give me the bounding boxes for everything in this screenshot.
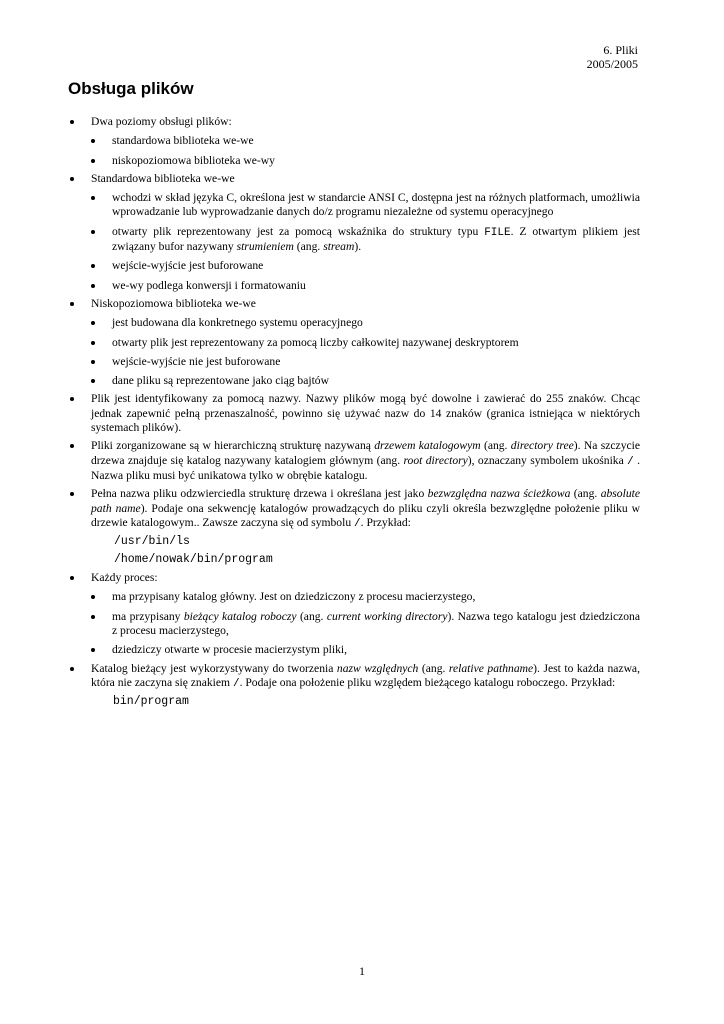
list-item-text: ma przypisany katalog główny. Jest on dziedziczony z procesu macierzystego,: [112, 590, 476, 604]
page-title: Obsługa plików: [68, 79, 194, 98]
bullet-icon: [91, 196, 95, 200]
header-chapter: 6. Pliki: [603, 43, 638, 57]
sub-list-item: [68, 191, 640, 220]
inline-code: /: [627, 455, 634, 468]
bullet-icon: [91, 321, 95, 325]
list-item: [68, 297, 640, 311]
document-body: [68, 111, 640, 709]
bullet-icon: [91, 159, 95, 163]
list-item-text: standardowa biblioteka we-we: [112, 134, 254, 148]
sub-list-item: [68, 316, 640, 330]
inline-code: /: [354, 517, 361, 530]
bullet-icon: [91, 284, 95, 288]
code-example: bin/program: [113, 695, 189, 709]
sub-list-item: [68, 154, 640, 168]
bullet-icon: [91, 360, 95, 364]
header-year: 2005/2005: [586, 57, 638, 71]
list-item-text: Każdy proces:: [91, 571, 158, 585]
code-example: /home/nowak/bin/program: [114, 553, 273, 567]
list-item: [68, 115, 640, 129]
list-item: [68, 392, 640, 435]
emphasis: directory tree: [510, 439, 574, 453]
bullet-icon: [70, 177, 74, 181]
list-item-text: dane pliku są reprezentowane jako ciąg bajtów: [112, 374, 329, 388]
list-item-text: wchodzi w skład języka C, określona jest w standarcie ANSI C, dostępna jest na różnych platformach, umożliwia wprowadzanie lub wyprowadzanie danych do/z programu niezależne od systemu operacyjnego: [112, 191, 640, 219]
bullet-icon: [70, 667, 74, 671]
sub-list-item: [68, 134, 640, 148]
sub-list-item: [68, 336, 640, 350]
emphasis: absolute path name: [91, 487, 640, 515]
bullet-icon: [70, 492, 74, 496]
sub-list-item: [68, 590, 640, 604]
bullet-icon: [91, 139, 95, 143]
sub-list-item: otwarty plik reprezentowany jest za pomocą wskaźnika do struktury typu FILE. Z otwartym plikiem jest związany bufor nazywany strumieniem (ang. stream).: [68, 225, 640, 255]
sub-list-item: [68, 643, 640, 657]
sub-list-item: [68, 279, 640, 293]
list-item-text: niskopoziomowa biblioteka we-wy: [112, 153, 275, 167]
emphasis: root directory: [403, 453, 468, 467]
inline-code: FILE: [484, 226, 511, 239]
bullet-icon: [91, 230, 95, 234]
bullet-icon: [70, 397, 74, 401]
bullet-icon: [91, 595, 95, 599]
code-example: /usr/bin/ls: [114, 535, 190, 549]
page-number: 1: [359, 964, 365, 978]
bullet-icon: [91, 379, 95, 383]
emphasis: strumieniem: [236, 240, 294, 254]
list-item-text: otwarty plik jest reprezentowany za pomocą liczby całkowitej nazywanej deskryptorem: [112, 335, 519, 349]
bullet-icon: [70, 444, 74, 448]
list-item: Katalog bieżący jest wykorzystywany do tworzenia nazw względnych (ang. relative pathname). Jest to każda nazwa, która nie zaczyna się znakiem /. Podaje ona położenie pliku względem bieżącego katalogu roboczego. Przykład:: [68, 662, 640, 692]
sub-list-item: [68, 355, 640, 369]
emphasis: stream: [323, 240, 355, 254]
emphasis: current working directory: [326, 609, 448, 623]
list-item-text: jest budowana dla konkretnego systemu operacyjnego: [112, 316, 363, 330]
bullet-icon: [70, 576, 74, 580]
list-item-text: wejście-wyjście nie jest buforowane: [112, 354, 281, 368]
list-item-text: Standardowa biblioteka we-we: [91, 171, 235, 185]
bullet-icon: [91, 341, 95, 345]
emphasis: drzewem katalogowym: [374, 439, 481, 453]
emphasis: nazw względnych: [336, 661, 419, 675]
list-item-text: wejście-wyjście jest buforowane: [112, 259, 264, 273]
inline-code: /: [232, 677, 240, 690]
list-item-text: Dwa poziomy obsługi plików:: [91, 115, 232, 128]
list-item-text: we-wy podlega konwersji i formatowaniu: [112, 278, 306, 292]
sub-list-item: ma przypisany bieżący katalog roboczy (ang. current working directory). Nazwa tego katalogu jest dziedziczona z procesu macierzystego,: [68, 610, 640, 639]
list-item: Pliki zorganizowane są w hierarchiczną strukturę nazywaną drzewem katalogowym (ang. directory tree). Na szczycie drzewa znajduje się katalog nazywany katalogiem głównym (ang. root directory), oznaczany symbolem ukośnika / . Nazwa pliku musi być unikatowa tylko w obrębie katalogu.: [68, 439, 640, 483]
bullet-icon: [91, 615, 95, 619]
list-item: Pełna nazwa pliku odzwierciedla strukturę drzewa i określana jest jako bezwzględna nazwa ścieżkowa (ang. absolute path name). Podaje ona sekwencję katalogów prowadzących do pliku czyli określa bezwzględne położenie pliku w drzewie katalogowym.. Zawsze zaczyna się od symbolu /. Przykład:: [68, 487, 640, 531]
sub-list-item: [68, 374, 640, 388]
list-item-text: dziedziczy otwarte w procesie macierzystym pliki,: [112, 643, 347, 657]
bullet-icon: [70, 302, 74, 306]
list-item: [68, 172, 640, 186]
list-item: [68, 571, 640, 585]
page-header: [587, 43, 638, 71]
bullet-icon: [70, 120, 74, 124]
emphasis: bieżący katalog roboczy: [183, 609, 297, 623]
sub-list-item: [68, 259, 640, 273]
list-item-text: Niskopoziomowa biblioteka we-we: [91, 296, 256, 310]
bullet-icon: [91, 648, 95, 652]
bullet-icon: [91, 264, 95, 268]
emphasis: relative pathname: [448, 661, 534, 675]
emphasis: bezwzględna nazwa ścieżkowa: [427, 487, 571, 501]
list-item-text: Plik jest identyfikowany za pomocą nazwy. Nazwy plików mogą być dowolne i zawierać do 255 znaków. Chcąc jednak zapewnić pełną przenaszalność, powinno się używać nazw do 14 znaków (granica istniejąca w niektórych systemach plików).: [91, 392, 640, 435]
